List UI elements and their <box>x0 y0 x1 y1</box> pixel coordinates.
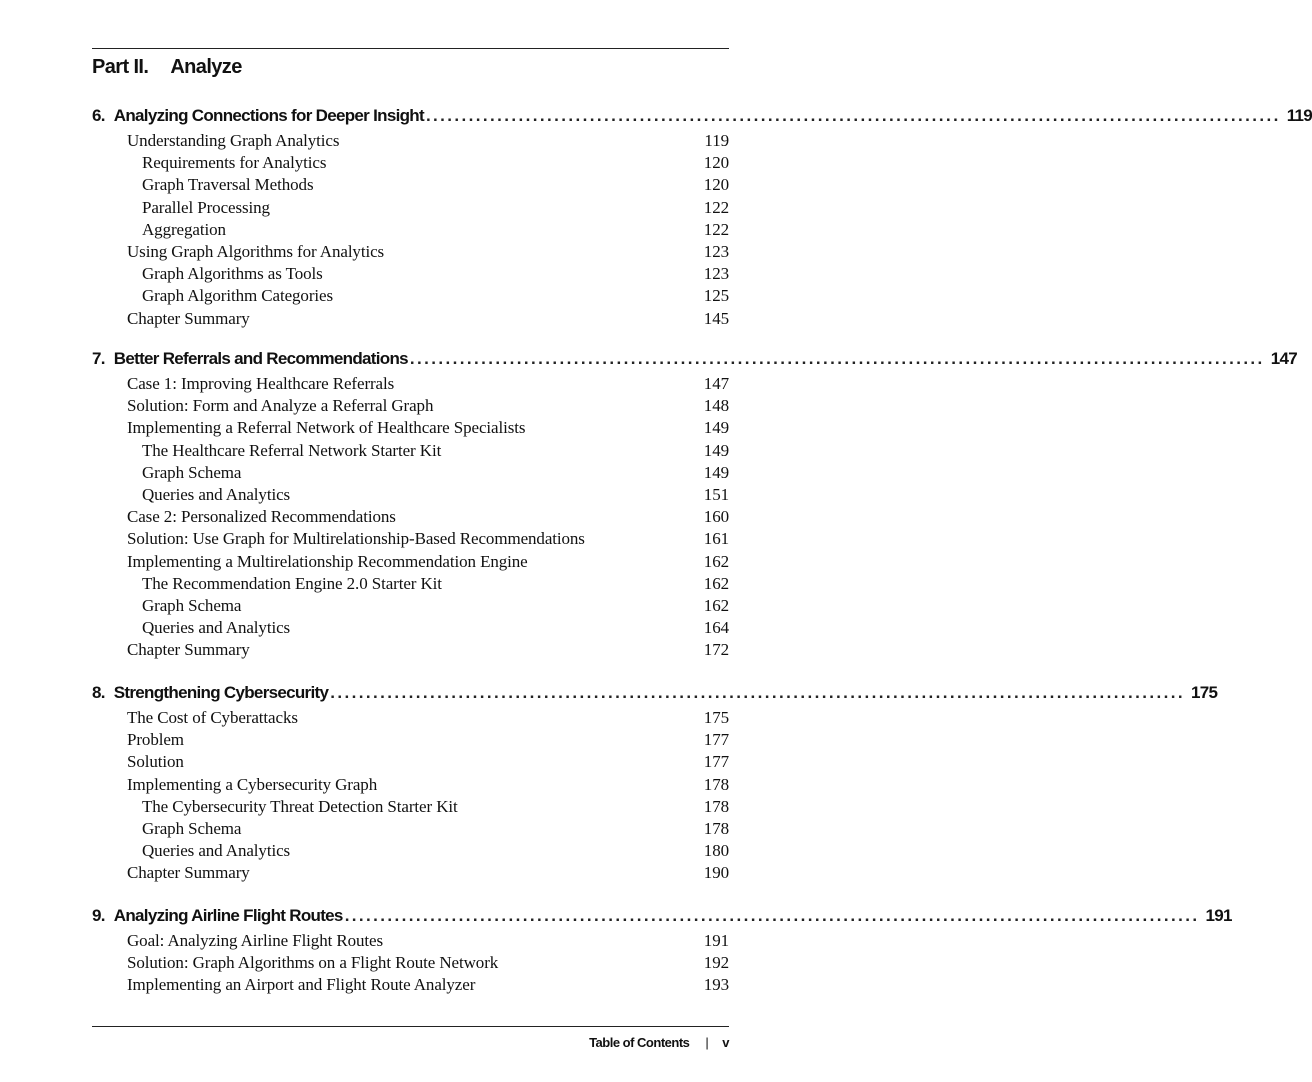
toc-entry[interactable] <box>92 796 729 818</box>
entry-title: Solution: Form and Analyze a Referral Graph <box>127 396 434 416</box>
toc-entry[interactable] <box>92 818 729 840</box>
entry-title: Solution <box>127 752 184 772</box>
chapter-page-number: 191 <box>1205 906 1232 925</box>
entry-page-number: 177 <box>703 752 729 772</box>
chapter-title: Strengthening Cybersecurity <box>113 683 329 702</box>
part-heading <box>92 56 242 84</box>
entry-title: Graph Algorithms as Tools <box>142 264 323 284</box>
dot-leader: ........................................................................................................................ <box>425 106 1281 125</box>
entry-title: Implementing a Cybersecurity Graph <box>127 774 378 794</box>
entry-title: Solution: Use Graph for Multirelationship-Based Recommendations <box>127 529 585 549</box>
chapter-heading[interactable] <box>92 906 1232 930</box>
toc-entry[interactable] <box>92 395 729 417</box>
toc-entry[interactable] <box>92 219 729 241</box>
entry-page-number: 161 <box>703 529 729 549</box>
entry-page-number: 162 <box>703 595 729 615</box>
entry-title: Using Graph Algorithms for Analytics <box>127 241 385 261</box>
toc-entry[interactable] <box>92 952 729 974</box>
toc-entry[interactable] <box>92 197 729 219</box>
bottom-rule <box>92 1026 729 1027</box>
chapter-page-number: 147 <box>1270 349 1297 368</box>
entry-title: Implementing a Referral Network of Healthcare Specialists <box>127 418 526 438</box>
footer-separator: | <box>705 1034 709 1050</box>
entry-title: The Recommendation Engine 2.0 Starter Kit <box>142 573 442 593</box>
chapter-title: Analyzing Airline Flight Routes <box>113 906 343 925</box>
toc-entry[interactable] <box>92 462 729 484</box>
toc-page <box>92 0 1312 1082</box>
entry-page-number: 147 <box>703 374 729 393</box>
entry-title: Aggregation <box>142 219 226 239</box>
entry-page-number: 160 <box>703 507 729 527</box>
entry-title: Goal: Analyzing Airline Flight Routes <box>127 931 384 950</box>
entry-title: The Healthcare Referral Network Starter Kit <box>142 440 442 460</box>
entry-title: Graph Schema <box>142 595 242 615</box>
toc-entry[interactable] <box>92 263 729 285</box>
entry-page-number: 162 <box>703 573 729 593</box>
entry-page-number: 178 <box>703 796 729 816</box>
chapter-number: 9. <box>92 906 105 925</box>
dot-leader: ........................................................................................................................ <box>409 349 1265 368</box>
toc-entry[interactable] <box>92 930 729 952</box>
toc-entry[interactable] <box>92 862 729 884</box>
toc-entry[interactable] <box>92 152 729 174</box>
entry-page-number: 120 <box>703 175 729 195</box>
toc-entry[interactable] <box>92 639 729 661</box>
entry-title: Case 2: Personalized Recommendations <box>127 507 396 527</box>
entry-title: Graph Traversal Methods <box>142 175 314 195</box>
entry-page-number: 119 <box>704 131 729 150</box>
entry-page-number: 122 <box>703 197 729 217</box>
toc-entry[interactable] <box>92 974 729 996</box>
entry-page-number: 149 <box>703 462 729 482</box>
toc-entry[interactable] <box>92 551 729 573</box>
entry-page-number: 162 <box>703 551 729 571</box>
entry-title: Graph Schema <box>142 818 242 838</box>
toc-entry[interactable] <box>92 573 729 595</box>
chapter-page-number: 175 <box>1191 683 1218 702</box>
entry-title: Queries and Analytics <box>142 841 291 861</box>
entry-page-number: 178 <box>703 774 729 794</box>
toc-entry[interactable] <box>92 373 729 395</box>
entry-page-number: 190 <box>703 863 729 883</box>
entry-page-number: 175 <box>703 708 729 727</box>
dot-leader: ........................................................................................................................ <box>344 906 1200 925</box>
toc-entry[interactable] <box>92 174 729 196</box>
entry-page-number: 123 <box>703 264 729 284</box>
entry-title: Chapter Summary <box>127 863 250 883</box>
toc-entry[interactable] <box>92 308 729 330</box>
toc-entry[interactable] <box>92 241 729 263</box>
toc-entry[interactable] <box>92 417 729 439</box>
toc-entry[interactable] <box>92 506 729 528</box>
chapter-block <box>92 906 1232 997</box>
chapter-title: Better Referrals and Recommendations <box>113 349 408 368</box>
entry-title: Graph Schema <box>142 462 242 482</box>
footer-page-number: v <box>722 1034 729 1050</box>
entry-title: The Cost of Cyberattacks <box>127 708 298 727</box>
entry-title: Queries and Analytics <box>142 618 291 638</box>
chapter-heading[interactable] <box>92 106 1312 130</box>
toc-entry[interactable] <box>92 285 729 307</box>
entry-title: Parallel Processing <box>142 197 270 217</box>
chapter-block <box>92 683 1218 885</box>
entry-title: Graph Algorithm Categories <box>142 286 333 306</box>
entry-title: Problem <box>127 730 184 750</box>
toc-entry[interactable] <box>92 484 729 506</box>
entry-page-number: 145 <box>703 308 729 328</box>
entry-page-number: 149 <box>703 440 729 460</box>
chapter-title: Analyzing Connections for Deeper Insight <box>113 106 424 125</box>
footer-label: Table of Contents <box>589 1034 690 1050</box>
entry-page-number: 148 <box>703 396 729 416</box>
toc-entry[interactable] <box>92 729 729 751</box>
toc-entry[interactable] <box>92 440 729 462</box>
entry-page-number: 172 <box>703 640 729 660</box>
chapter-block <box>92 349 1297 661</box>
chapter-block <box>92 106 1312 330</box>
entry-title: The Cybersecurity Threat Detection Starter Kit <box>142 796 458 816</box>
chapter-heading[interactable] <box>92 683 1218 707</box>
toc-entry[interactable] <box>92 528 729 550</box>
dot-leader: ........................................................................................................................ <box>330 683 1185 702</box>
entry-page-number: 151 <box>703 484 729 504</box>
entry-title: Understanding Graph Analytics <box>127 131 340 150</box>
entry-page-number: 191 <box>703 931 729 950</box>
toc-entry[interactable] <box>92 751 729 773</box>
toc-entry[interactable] <box>92 130 729 152</box>
entry-page-number: 164 <box>703 618 729 638</box>
chapter-number: 6. <box>92 106 105 125</box>
entry-title: Implementing a Multirelationship Recommendation Engine <box>127 551 528 571</box>
toc-entry[interactable] <box>92 595 729 617</box>
toc-entry[interactable] <box>92 617 729 639</box>
part-name: Analyze <box>170 56 242 78</box>
entry-title: Chapter Summary <box>127 640 250 660</box>
entry-page-number: 120 <box>703 153 729 173</box>
chapter-page-number: 119 <box>1286 106 1312 125</box>
entry-page-number: 192 <box>703 953 729 973</box>
top-rule <box>92 48 729 49</box>
chapter-number: 8. <box>92 683 105 702</box>
entry-title: Queries and Analytics <box>142 484 291 504</box>
entry-title: Solution: Graph Algorithms on a Flight Route Network <box>127 953 499 973</box>
entry-title: Implementing an Airport and Flight Route Analyzer <box>127 975 476 995</box>
entry-title: Case 1: Improving Healthcare Referrals <box>127 374 395 393</box>
page-footer <box>589 1033 729 1051</box>
entry-page-number: 122 <box>703 219 729 239</box>
chapter-heading[interactable] <box>92 349 1297 373</box>
chapter-number: 7. <box>92 349 105 368</box>
entry-page-number: 177 <box>703 730 729 750</box>
entry-page-number: 178 <box>703 818 729 838</box>
toc-entry[interactable] <box>92 840 729 862</box>
part-label: Part II. <box>92 56 149 78</box>
toc-entry[interactable] <box>92 774 729 796</box>
entry-title: Chapter Summary <box>127 308 250 328</box>
entry-page-number: 123 <box>703 241 729 261</box>
entry-page-number: 193 <box>703 975 729 995</box>
toc-entry[interactable] <box>92 707 729 729</box>
entry-page-number: 149 <box>703 418 729 438</box>
entry-title: Requirements for Analytics <box>142 153 327 173</box>
entry-page-number: 125 <box>703 286 729 306</box>
entry-page-number: 180 <box>703 841 729 861</box>
